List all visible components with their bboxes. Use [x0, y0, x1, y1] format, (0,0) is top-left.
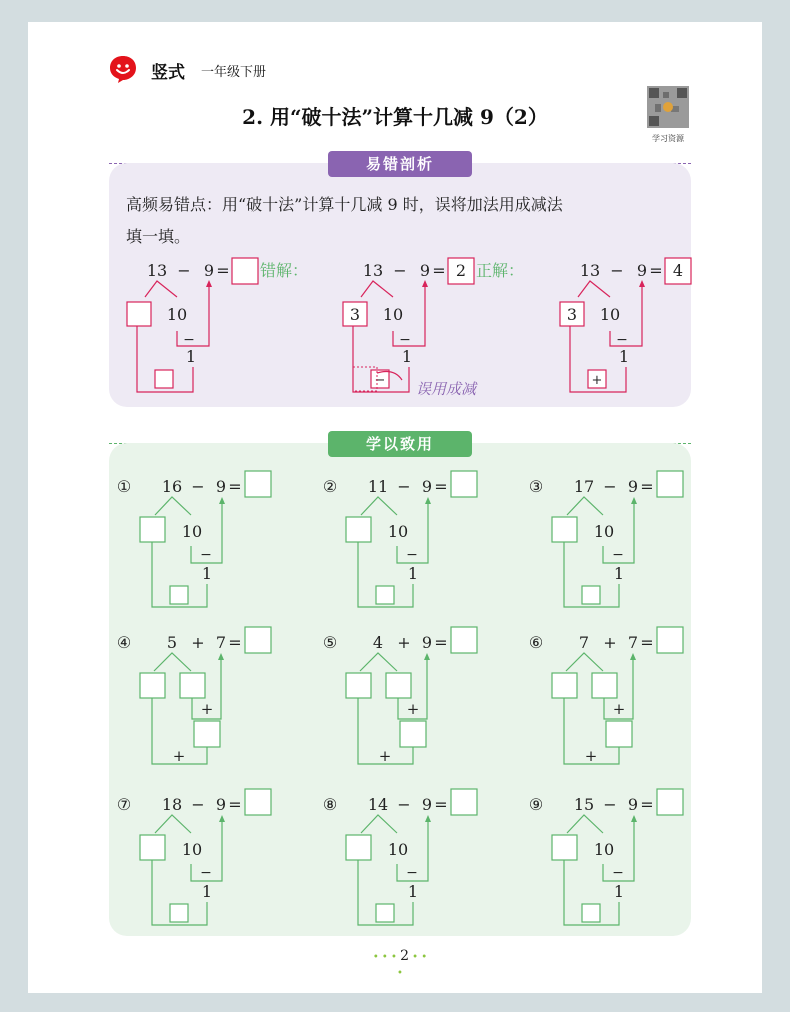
first-number: 17	[573, 477, 595, 496]
split-branch	[154, 653, 191, 671]
answer-box[interactable]	[657, 627, 683, 653]
bottom-box[interactable]	[170, 904, 188, 922]
problem-number: ②	[322, 477, 338, 496]
split-branch	[567, 815, 603, 833]
arrow-head-icon	[206, 280, 212, 287]
answer-box[interactable]	[451, 627, 477, 653]
sub-operator: −	[200, 865, 212, 881]
problem-number: ⑨	[528, 795, 544, 814]
operator: −	[191, 477, 205, 496]
operator: −	[397, 477, 411, 496]
minuend: 13	[362, 261, 384, 280]
sub-operator: −	[406, 865, 418, 881]
second-number: 9	[627, 477, 639, 496]
first-number: 15	[573, 795, 595, 814]
operator: −	[603, 795, 617, 814]
bottom-box[interactable]	[582, 586, 600, 604]
plus-sign: +	[172, 747, 186, 765]
sub-operator: −	[612, 547, 624, 563]
operator: −	[393, 261, 407, 280]
answer-box[interactable]	[232, 258, 258, 284]
split-left-box[interactable]	[127, 302, 151, 326]
problem-number: ⑧	[322, 795, 338, 814]
split-left-box[interactable]	[140, 517, 165, 542]
equals-sign: =	[228, 795, 242, 814]
wrong-note: 误用成减	[416, 380, 477, 398]
plus-sign: +	[612, 700, 626, 718]
ten-value: 10	[181, 522, 203, 541]
first-number: 18	[161, 795, 183, 814]
footer-dots: • • •	[397, 952, 428, 979]
split-branch	[360, 653, 397, 671]
fill-instruction: 填一填。	[126, 227, 191, 246]
minuend: 13	[579, 261, 601, 280]
split-left-box[interactable]	[552, 517, 577, 542]
one-value: 1	[613, 882, 625, 901]
equals-sign: =	[228, 633, 242, 652]
one-value: 1	[613, 564, 625, 583]
second-number: 9	[421, 633, 433, 652]
answer-box[interactable]	[451, 471, 477, 497]
split-left-box[interactable]	[552, 835, 577, 860]
page-number-text: 2	[400, 948, 409, 964]
problem-number: ⑥	[528, 633, 544, 652]
first-number: 16	[161, 477, 183, 496]
bottom-op: +	[591, 373, 603, 388]
sub-operator: −	[399, 332, 411, 348]
split-right-box[interactable]	[180, 673, 205, 698]
arrow-head-icon	[425, 497, 431, 504]
equals-sign: =	[640, 633, 654, 652]
one-value: 1	[201, 564, 213, 583]
error-tip-line: 高频易错点：用“破十法”计算十几减 9 时，误将加法用成减法	[126, 195, 563, 214]
arrow-head-icon	[422, 280, 428, 287]
equals-sign: =	[228, 477, 242, 496]
ten-value: 10	[593, 840, 615, 859]
answer-box[interactable]	[657, 789, 683, 815]
ten-value: 10	[181, 840, 203, 859]
split-branch	[566, 653, 603, 671]
operator: −	[603, 477, 617, 496]
equals-sign: =	[434, 633, 448, 652]
grade-label: 一年级下册	[201, 65, 267, 80]
footer-dots: • • •	[372, 952, 401, 963]
answer-box[interactable]	[245, 627, 271, 653]
right-solution-label: 正解：	[475, 261, 525, 280]
ten-value: 10	[593, 522, 615, 541]
sub-result: 1	[185, 347, 197, 366]
plus-sign: +	[200, 700, 214, 718]
split-left-box[interactable]	[552, 673, 577, 698]
problem-number: ④	[116, 633, 132, 652]
plus-sign: +	[584, 747, 598, 765]
answer-box[interactable]	[245, 471, 271, 497]
minuend: 13	[146, 261, 168, 280]
sum-box[interactable]	[606, 721, 632, 747]
split-branch	[578, 281, 610, 297]
bottom-box[interactable]	[376, 904, 394, 922]
operator: −	[191, 795, 205, 814]
sub-result: 1	[401, 347, 413, 366]
operator: −	[610, 261, 624, 280]
plus-sign: +	[378, 747, 392, 765]
second-number: 7	[627, 633, 639, 652]
split-left-value: 3	[566, 305, 578, 324]
second-number: 9	[421, 477, 433, 496]
split-left-value: 3	[349, 305, 361, 324]
split-left-box[interactable]	[346, 517, 371, 542]
split-right-ten: 10	[599, 305, 621, 324]
sub-operator: −	[200, 547, 212, 563]
plus-sign: +	[406, 700, 420, 718]
sub-operator: −	[612, 865, 624, 881]
split-branch	[361, 497, 397, 515]
qr-label: 学习资源	[652, 134, 684, 143]
equals-sign: =	[434, 795, 448, 814]
arrow-head-icon	[639, 280, 645, 287]
bottom-box[interactable]	[170, 586, 188, 604]
split-branch	[155, 815, 191, 833]
first-number: 11	[367, 477, 389, 496]
split-right-box[interactable]	[386, 673, 411, 698]
error-analysis-heading: 易错剖析	[328, 151, 472, 177]
split-left-box[interactable]	[346, 673, 371, 698]
split-branch	[567, 497, 603, 515]
equals-sign: =	[640, 795, 654, 814]
operator: +	[397, 633, 411, 652]
operator: +	[603, 633, 617, 652]
problem-number: ①	[116, 477, 132, 496]
equals-sign: =	[216, 261, 230, 280]
problem-number: ⑤	[322, 633, 338, 652]
arrow-head-icon	[425, 815, 431, 822]
arrow-head-icon	[424, 653, 430, 660]
sum-box[interactable]	[400, 721, 426, 747]
second-number: 9	[215, 477, 227, 496]
second-number: 9	[215, 795, 227, 814]
equals-sign: =	[434, 477, 448, 496]
first-number: 14	[367, 795, 389, 814]
split-left-box[interactable]	[346, 835, 371, 860]
one-value: 1	[407, 882, 419, 901]
split-left-box[interactable]	[140, 673, 165, 698]
answer-box[interactable]	[245, 789, 271, 815]
sub-operator: −	[406, 547, 418, 563]
practice-heading: 学以致用	[328, 431, 472, 457]
split-branch	[361, 815, 397, 833]
answer-value: 4	[672, 261, 684, 280]
sum-box[interactable]	[194, 721, 220, 747]
arrow-head-icon	[219, 815, 225, 822]
equals-sign: =	[640, 477, 654, 496]
sub-operator: −	[616, 332, 628, 348]
arrow-head-icon	[218, 653, 224, 660]
ten-value: 10	[387, 840, 409, 859]
first-number: 4	[372, 633, 384, 652]
problem-number: ⑦	[116, 795, 132, 814]
split-branch	[155, 497, 191, 515]
split-branch	[145, 281, 177, 297]
first-number: 7	[578, 633, 590, 652]
one-value: 1	[201, 882, 213, 901]
brand-name: 竖式	[151, 63, 185, 83]
split-branch	[361, 281, 393, 297]
bottom-op: −	[374, 373, 386, 388]
subtrahend: 9	[419, 261, 431, 280]
subtrahend: 9	[636, 261, 648, 280]
bottom-box[interactable]	[376, 586, 394, 604]
equals-sign: =	[649, 261, 663, 280]
arrow-head-icon	[219, 497, 225, 504]
subtrahend: 9	[203, 261, 215, 280]
second-number: 9	[421, 795, 433, 814]
arrow-head-icon	[631, 815, 637, 822]
answer-value: 2	[455, 261, 467, 280]
second-number: 7	[215, 633, 227, 652]
bottom-op-box[interactable]	[155, 370, 173, 388]
answer-box[interactable]	[657, 471, 683, 497]
operator: −	[397, 795, 411, 814]
split-right-box[interactable]	[592, 673, 617, 698]
split-right-ten: 10	[166, 305, 188, 324]
wrong-solution-label: 错解：	[259, 261, 309, 280]
answer-box[interactable]	[451, 789, 477, 815]
operator: −	[177, 261, 191, 280]
first-number: 5	[166, 633, 178, 652]
ten-value: 10	[387, 522, 409, 541]
split-right-ten: 10	[382, 305, 404, 324]
arrow-head-icon	[631, 497, 637, 504]
operator: +	[191, 633, 205, 652]
page-number	[370, 948, 430, 980]
lesson-title: 2. 用“破十法”计算十几减 9（2）	[242, 105, 548, 129]
split-left-box[interactable]	[140, 835, 165, 860]
sub-result: 1	[618, 347, 630, 366]
second-number: 9	[627, 795, 639, 814]
arrow-head-icon	[630, 653, 636, 660]
one-value: 1	[407, 564, 419, 583]
problem-number: ③	[528, 477, 544, 496]
sub-operator: −	[183, 332, 195, 348]
equals-sign: =	[432, 261, 446, 280]
bottom-box[interactable]	[582, 904, 600, 922]
